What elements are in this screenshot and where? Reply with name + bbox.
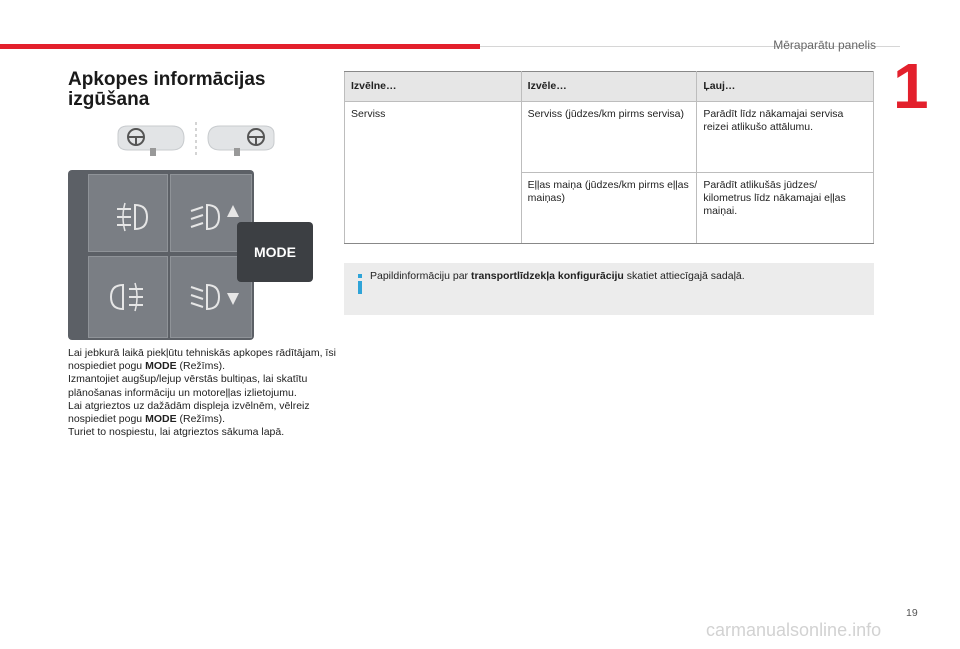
info-icon: [354, 273, 366, 295]
switch-panel: [68, 170, 254, 340]
steering-wheel-illustration: [110, 120, 290, 160]
table-cell-allows: Parādīt līdz nākamajai servisa reizei atlikušo attālumu.: [697, 102, 874, 173]
rear-fog-light-button[interactable]: [88, 256, 168, 338]
steering-wheel-icon: [118, 126, 184, 156]
instruction-line-2: Izmantojiet augšup/lejup vērstās bultiņas, lai skatītu plānošanas informāciju un motoreļļas izlietojumu.: [68, 373, 308, 399]
heading-line-2: izgūšana: [68, 89, 150, 110]
table-header-choice: Izvēle…: [521, 72, 697, 102]
instruction-line-3: Lai atgrieztos uz dažādām displeja izvēlnēm, vēlreiz nospiediet pogu MODE (Režīms).: [68, 399, 310, 426]
page-number: 19: [906, 607, 918, 619]
service-info-table: [344, 71, 874, 244]
header-accent-bar: [0, 44, 480, 49]
steering-wheel-icon: [208, 126, 274, 156]
table-cell-choice: Serviss (jūdzes/km pirms servisa): [521, 102, 697, 173]
fog-light-rear-icon: [89, 257, 169, 339]
watermark: carmanualsonline.info: [706, 620, 882, 640]
heading-line-1: Apkopes informācijas: [68, 69, 266, 90]
front-fog-light-button[interactable]: [88, 174, 168, 252]
section-title: Mēraparātu panelis: [773, 38, 876, 52]
table-header-allows: Ļauj…: [697, 72, 874, 102]
page-heading: [68, 70, 328, 110]
info-note-text: Papildinformāciju par transportlīdzekļa konfigurāciju skatiet attiecīgajā sadaļā.: [370, 270, 745, 282]
table-cell-choice: Eļļas maiņa (jūdzes/km pirms eļļas maiņas): [521, 173, 697, 244]
table-header-menu: Izvēlne…: [345, 72, 522, 102]
chapter-number: 1: [893, 50, 929, 122]
instruction-line-4: Turiet to nospiestu, lai atgrieztos sākuma lapā.: [68, 426, 285, 439]
instruction-line-1: Lai jebkurā laikā piekļūtu tehniskās apkopes rādītājam, īsi nospiediet pogu MODE (Režīms).: [68, 347, 336, 373]
table-header-row: [345, 72, 874, 102]
table-cell-menu: Serviss: [345, 102, 522, 244]
table-row: [345, 102, 874, 173]
table-cell-allows: Parādīt atlikušās jūdzes/ kilometrus līdz nākamajai eļļas maiņai.: [697, 173, 874, 244]
mode-button[interactable]: MODE: [237, 222, 313, 282]
fog-light-front-icon: [89, 175, 169, 253]
instructions-paragraph: [68, 347, 338, 439]
info-note: [344, 263, 874, 315]
